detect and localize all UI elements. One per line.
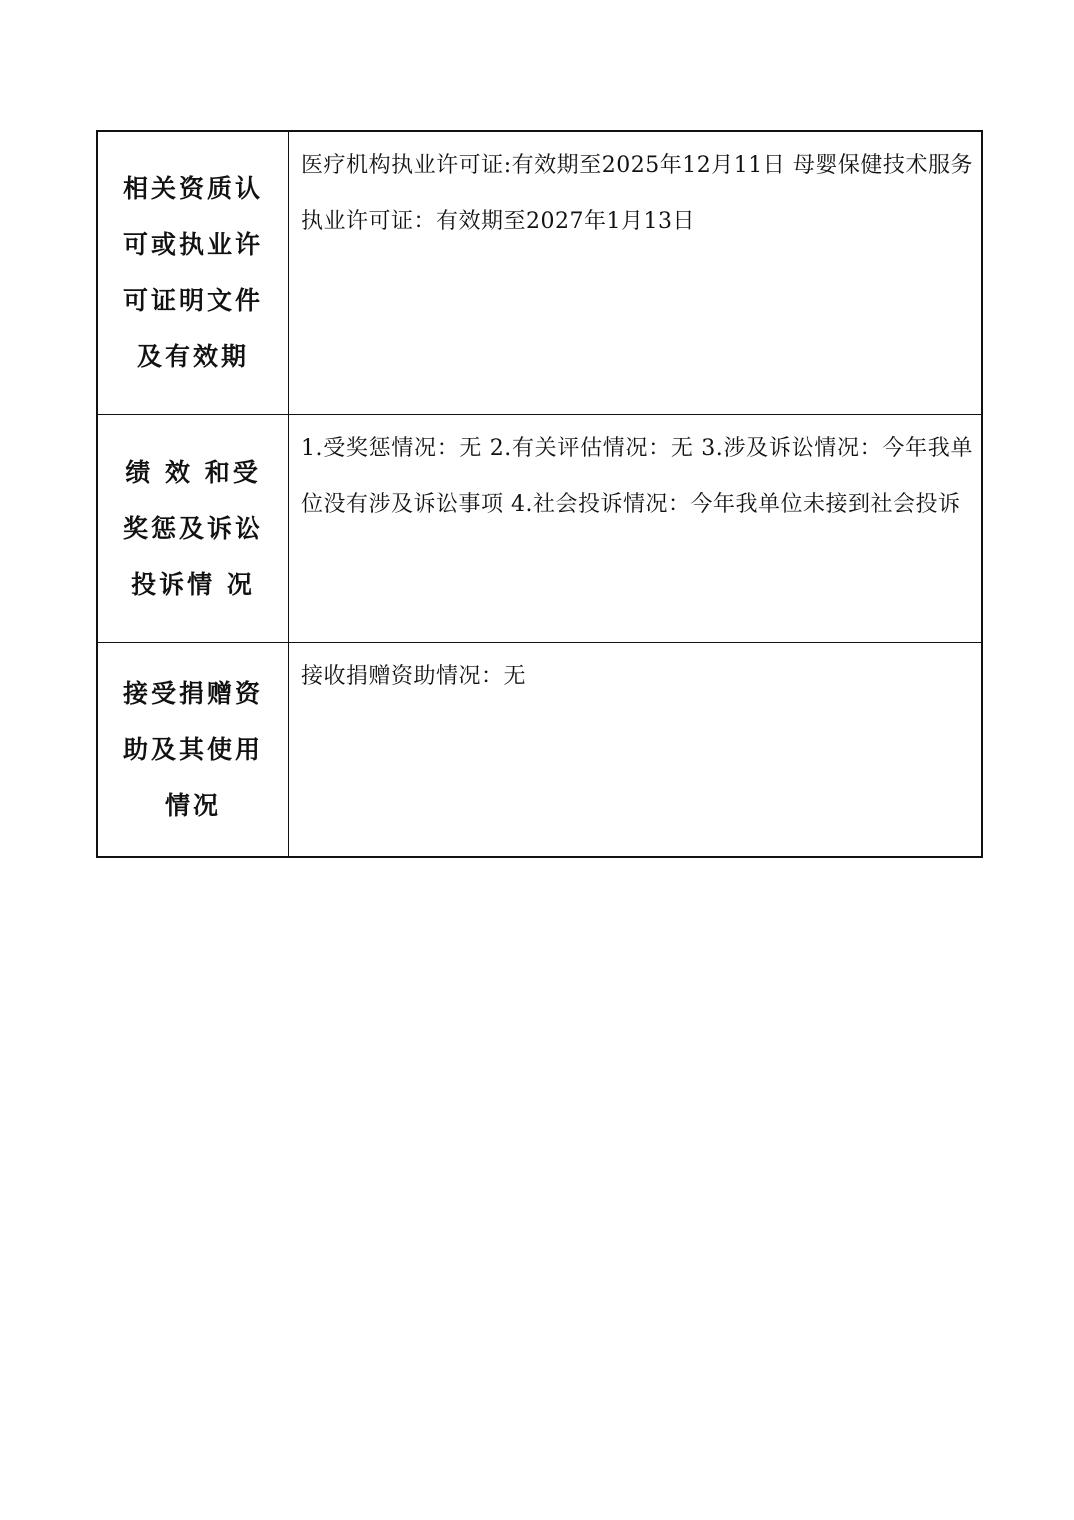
row-label-qualification: 相关资质认可或执业许可证明文件及有效期 xyxy=(123,174,264,371)
info-table xyxy=(96,130,983,858)
row-content-performance: 1.受奖惩情况：无 2.有关评估情况：无 3.涉及诉讼情况：今年我单位没有涉及诉讼事项 4.社会投诉情况：今年我单位未接到社会投诉 xyxy=(301,436,973,517)
content-cell xyxy=(289,415,983,643)
content-cell xyxy=(289,131,983,415)
label-cell xyxy=(97,643,289,858)
label-cell xyxy=(97,131,289,415)
table-row-qualification xyxy=(97,131,982,415)
content-cell xyxy=(289,643,983,858)
table-row-performance xyxy=(97,415,982,643)
row-label-donation: 接受捐赠资助及其使用情况 xyxy=(123,678,264,820)
row-content-donation: 接收捐赠资助情况：无 xyxy=(301,664,527,689)
row-content-qualification: 医疗机构执业许可证:有效期至2025年12月11日 母婴保健技术服务执业许可证：有效期至2027年1月13日 xyxy=(301,153,973,234)
label-cell xyxy=(97,415,289,643)
row-label-performance: 绩 效 和受奖惩及诉讼投诉情 况 xyxy=(123,457,264,599)
table-row-donation xyxy=(97,643,982,858)
